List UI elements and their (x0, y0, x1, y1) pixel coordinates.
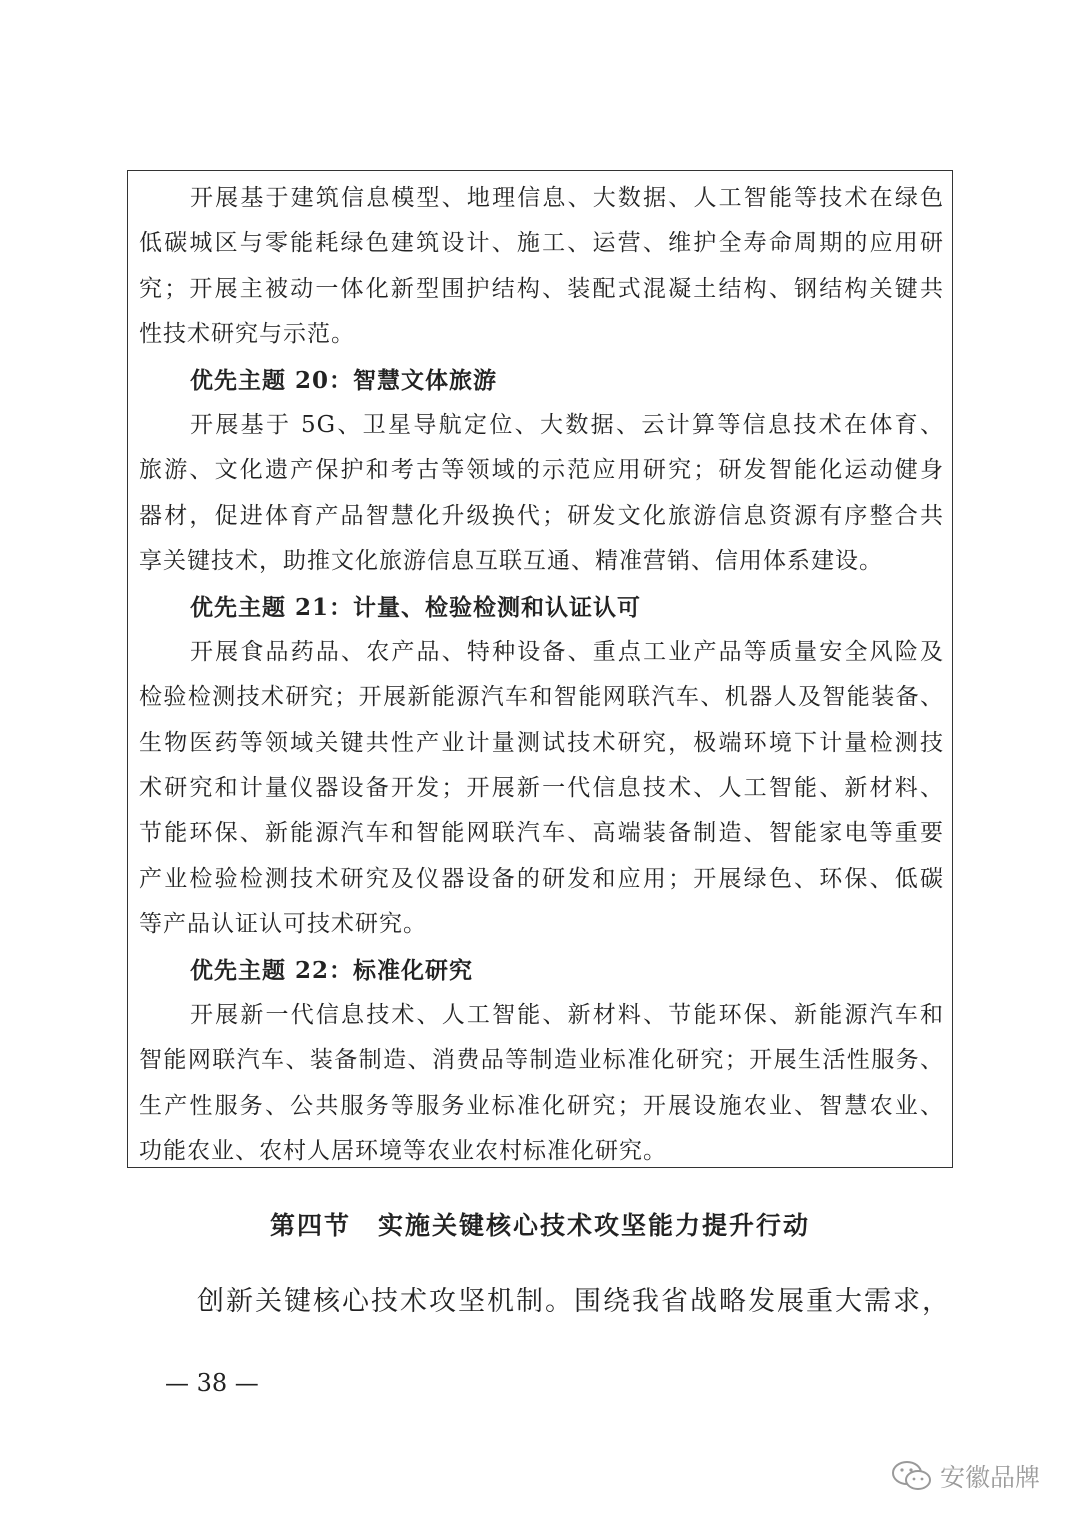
text-line: 器材，促进体育产品智慧化升级换代；研发文化旅游信息资源有序整合共 (139, 502, 944, 529)
box-content (139, 176, 944, 1175)
watermark-text: 安徽品牌 (940, 1463, 1041, 1492)
text-line: 旅游、文化遗产保护和考古等领域的示范应用研究；研发智能化运动健身 (139, 457, 944, 484)
wechat-icon (890, 1459, 934, 1493)
priority-topic-heading: 优先主题 21：计量、检验检测和认证认可 (190, 593, 642, 621)
page-number: — 38 — (165, 1369, 259, 1397)
text-line: 开展新一代信息技术、人工智能、新材料、节能环保、新能源汽车和 (190, 1002, 944, 1029)
text-line: 究；开展主被动一体化新型围护结构、装配式混凝土结构、钢结构关键共 (139, 275, 944, 302)
text-line: 检验检测技术研究；开展新能源汽车和智能网联汽车、机器人及智能装备、 (139, 684, 944, 711)
text-line: 开展食品药品、农产品、特种设备、重点工业产品等质量安全风险及 (190, 638, 944, 665)
text-line: 性技术研究与示范。 (139, 321, 355, 348)
text-line: 低碳城区与零能耗绿色建筑设计、施工、运营、维护全寿命周期的应用研 (139, 230, 944, 257)
text-line: 开展基于建筑信息模型、地理信息、大数据、人工智能等技术在绿色 (190, 185, 944, 211)
text-line: 等产品认证认可技术研究。 (139, 911, 427, 938)
text-line: 功能农业、农村人居环境等农业农村标准化研究。 (139, 1138, 667, 1165)
text-line: 生产性服务、公共服务等服务业标准化研究；开展设施农业、智慧农业、 (139, 1092, 944, 1119)
text-line: 开展基于 5G、卫星导航定位、大数据、云计算等信息技术在体育、 (190, 411, 944, 438)
text-line: 智能网联汽车、装备制造、消费品等制造业标准化研究；开展生活性服务、 (139, 1047, 944, 1074)
priority-topic-heading: 优先主题 22：标准化研究 (190, 956, 474, 984)
text-line: 生物医药等领域关键共性产业计量测试技术研究，极端环境下计量检测技 (139, 729, 944, 756)
priority-topic-heading: 优先主题 20：智慧文体旅游 (190, 366, 498, 394)
body-paragraph: 创新关键核心技术攻坚机制。围绕我省战略发展重大需求， (197, 1286, 951, 1317)
text-line: 节能环保、新能源汽车和智能网联汽车、高端装备制造、智能家电等重要 (139, 820, 944, 847)
text-line: 术研究和计量仪器设备开发；开展新一代信息技术、人工智能、新材料、 (139, 775, 944, 802)
watermark (890, 1458, 1040, 1494)
section-heading: 第四节 实施关键核心技术攻坚能力提升行动 (269, 1211, 810, 1240)
text-line: 产业检验检测技术研究及仪器设备的研发和应用；开展绿色、环保、低碳 (139, 865, 944, 892)
text-line: 享关键技术，助推文化旅游信息互联互通、精准营销、信用体系建设。 (139, 548, 883, 575)
